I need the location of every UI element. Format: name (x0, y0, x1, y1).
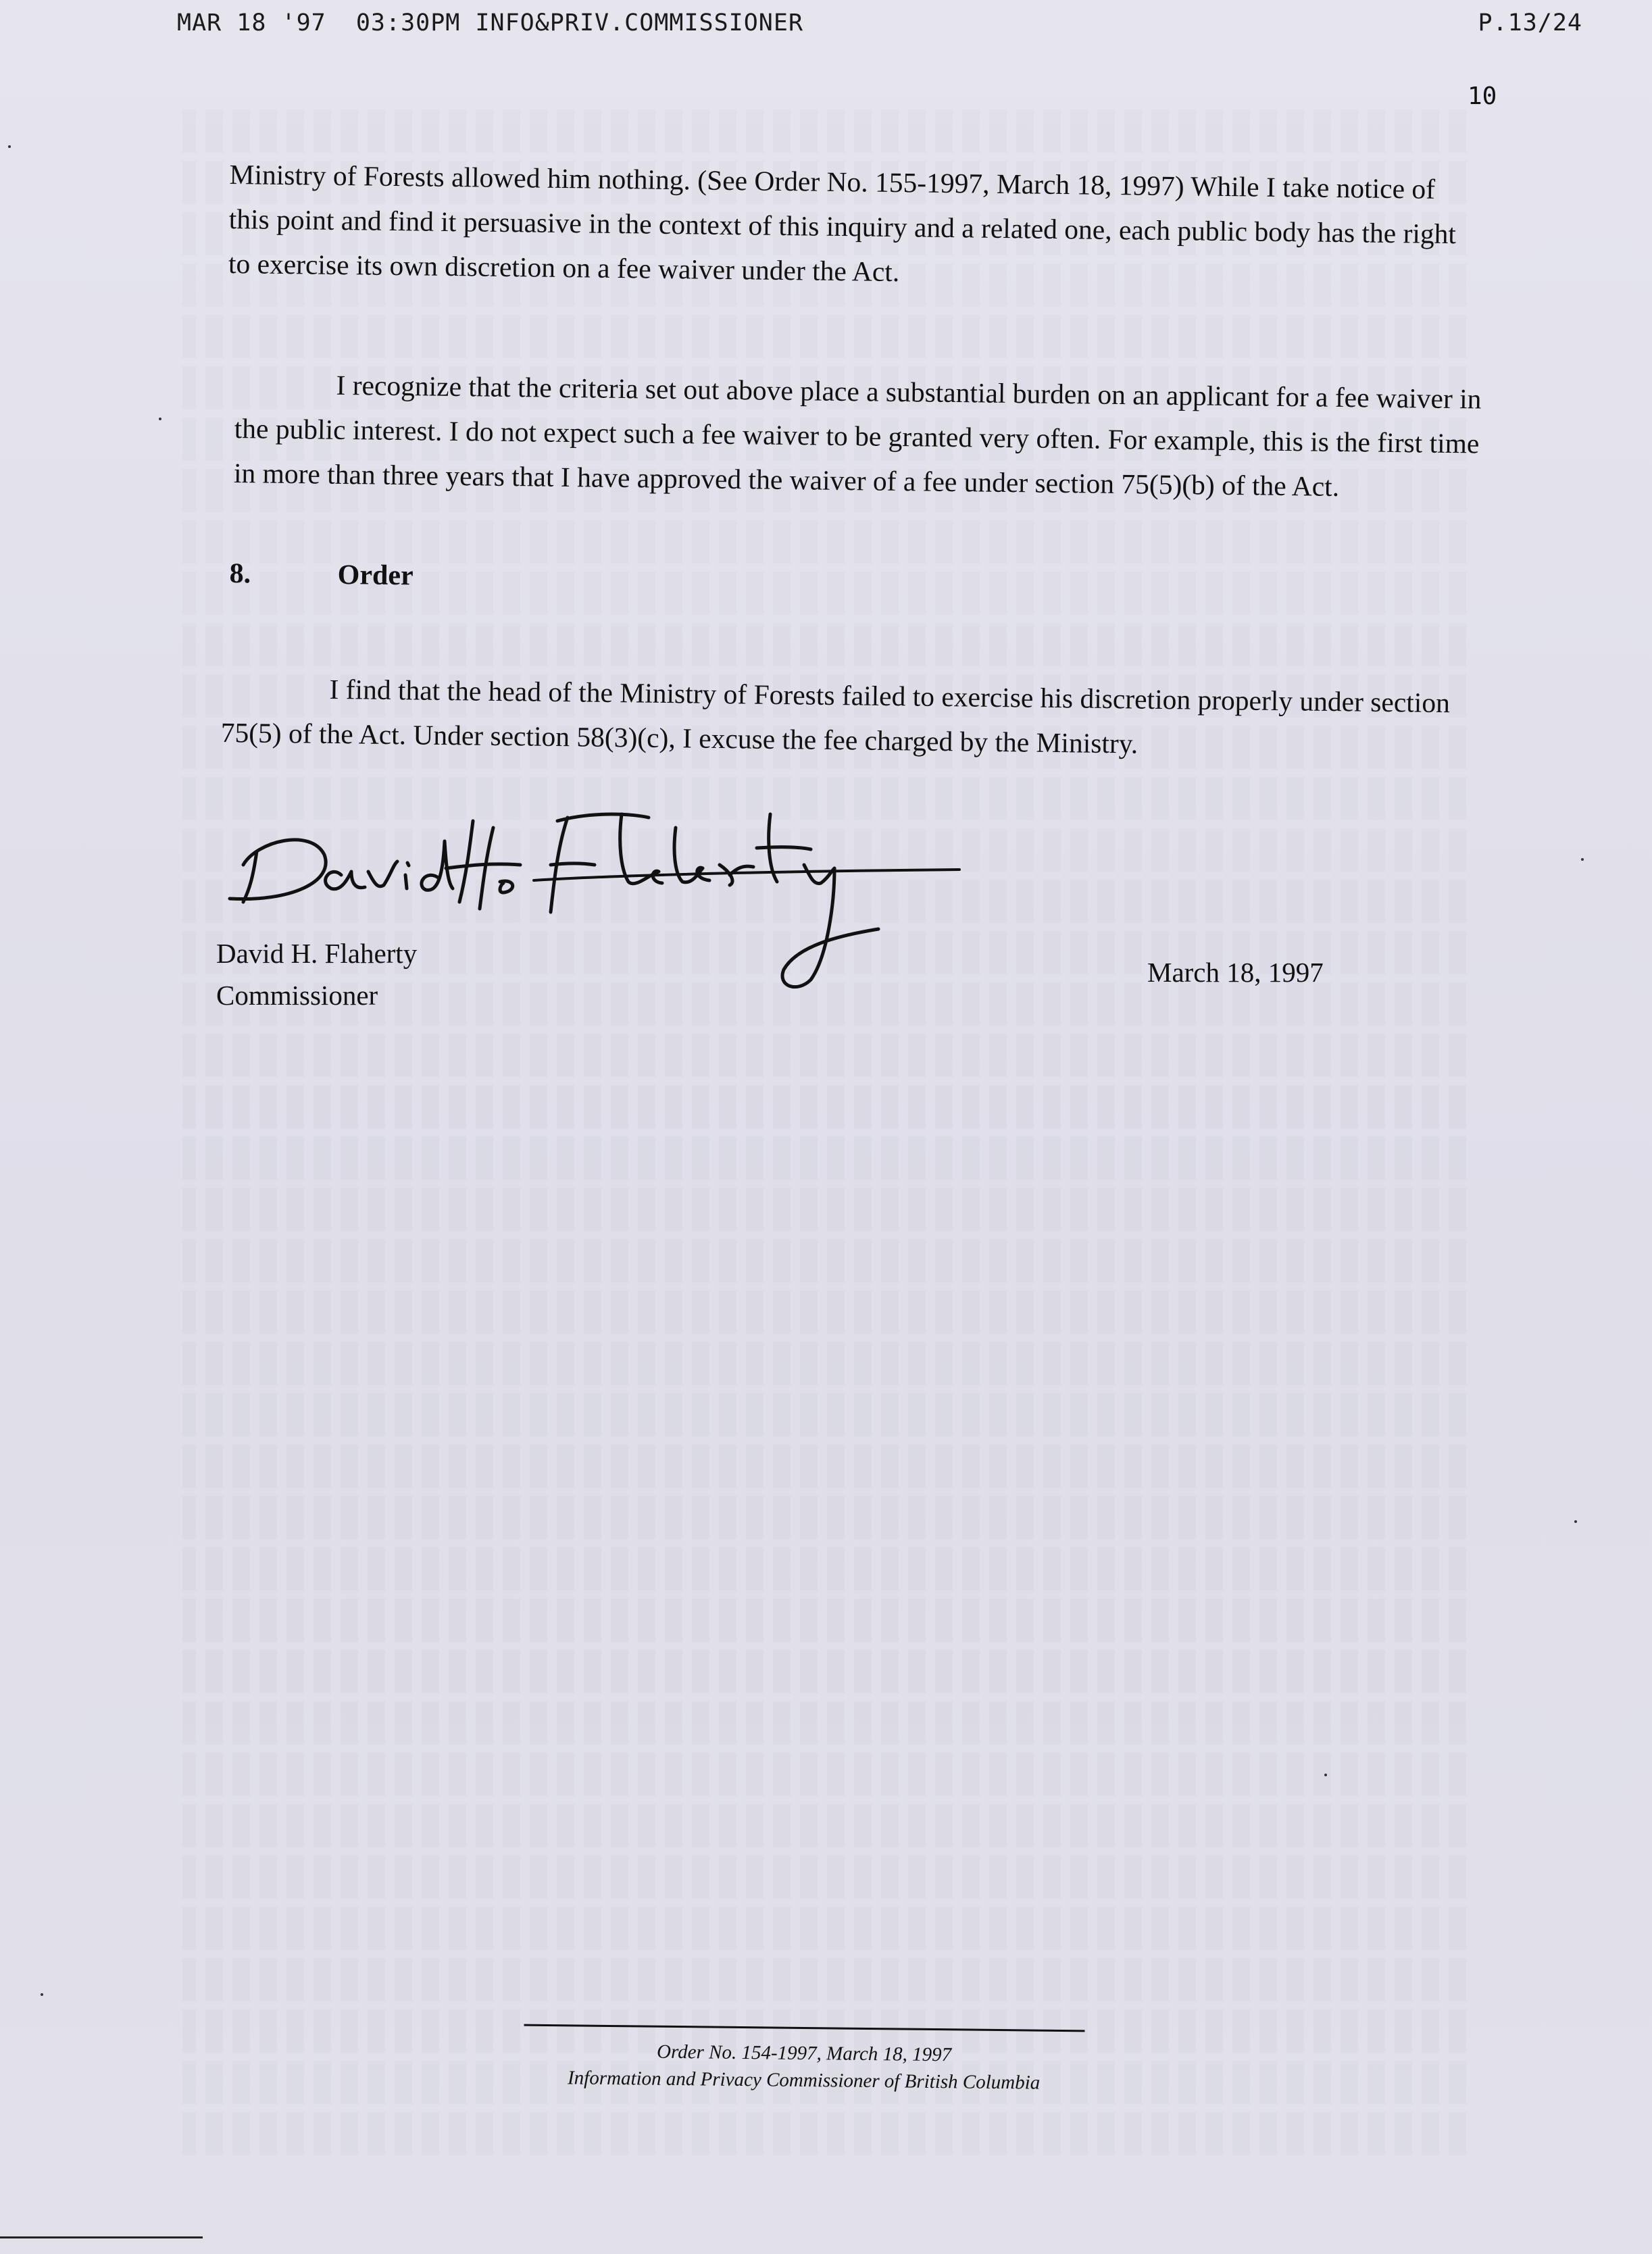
signatory-name: David H. Flaherty (216, 938, 418, 969)
scan-edge-line (0, 2236, 203, 2238)
section-heading (229, 557, 414, 592)
footer-order-line: Order No. 154-1997, March 18, 1997 (656, 2040, 952, 2066)
signature-block (216, 932, 417, 1016)
paragraph-fee-discretion: Ministry of Forests allowed him nothing. (See Order No. 155-1997, March 18, 1997) While I take notice of this point and find it persuasive in the context of this inquiry and a related one, each public body has the right to exercise its own discretion on a fee waiver under the Act. (228, 158, 1457, 288)
scan-speck (1581, 858, 1584, 861)
fax-header-page: P.13/24 (1478, 9, 1582, 36)
paragraph-order: I find that the head of the Ministry of Forests failed to exercise his discretion properly under section 75(5) of the Act. Under section 58(3)(c), I excuse the fee charged by the Ministry. (220, 673, 1451, 759)
page-number: 10 (1468, 82, 1497, 110)
scan-speck (1574, 1520, 1577, 1523)
scan-speck (41, 1993, 43, 1996)
signature-date: March 18, 1997 (1147, 957, 1324, 988)
signatory-title: Commissioner (216, 980, 378, 1011)
section-title: Order (337, 559, 414, 592)
scan-speck (159, 418, 161, 420)
scan-speck (8, 145, 11, 148)
scan-speck (1324, 1774, 1327, 1776)
section-number: 8. (229, 557, 251, 590)
footer-commissioner-line: Information and Privacy Commissioner of British Columbia (567, 2067, 1041, 2094)
paragraph-burden-criteria: I recognize that the criteria set out above place a substantial burden on an applicant for a fee waiver in the public interest. I do not expect such a fee waiver to be granted very often. For example, this is the first time in more than three years that I have approved the waiver of a fee under section 75(5)(b) of the Act. (233, 369, 1482, 502)
footer (524, 2024, 1085, 2097)
fax-header-sender: MAR 18 '97 03:30PM INFO&PRIV.COMMISSIONER (177, 9, 804, 36)
